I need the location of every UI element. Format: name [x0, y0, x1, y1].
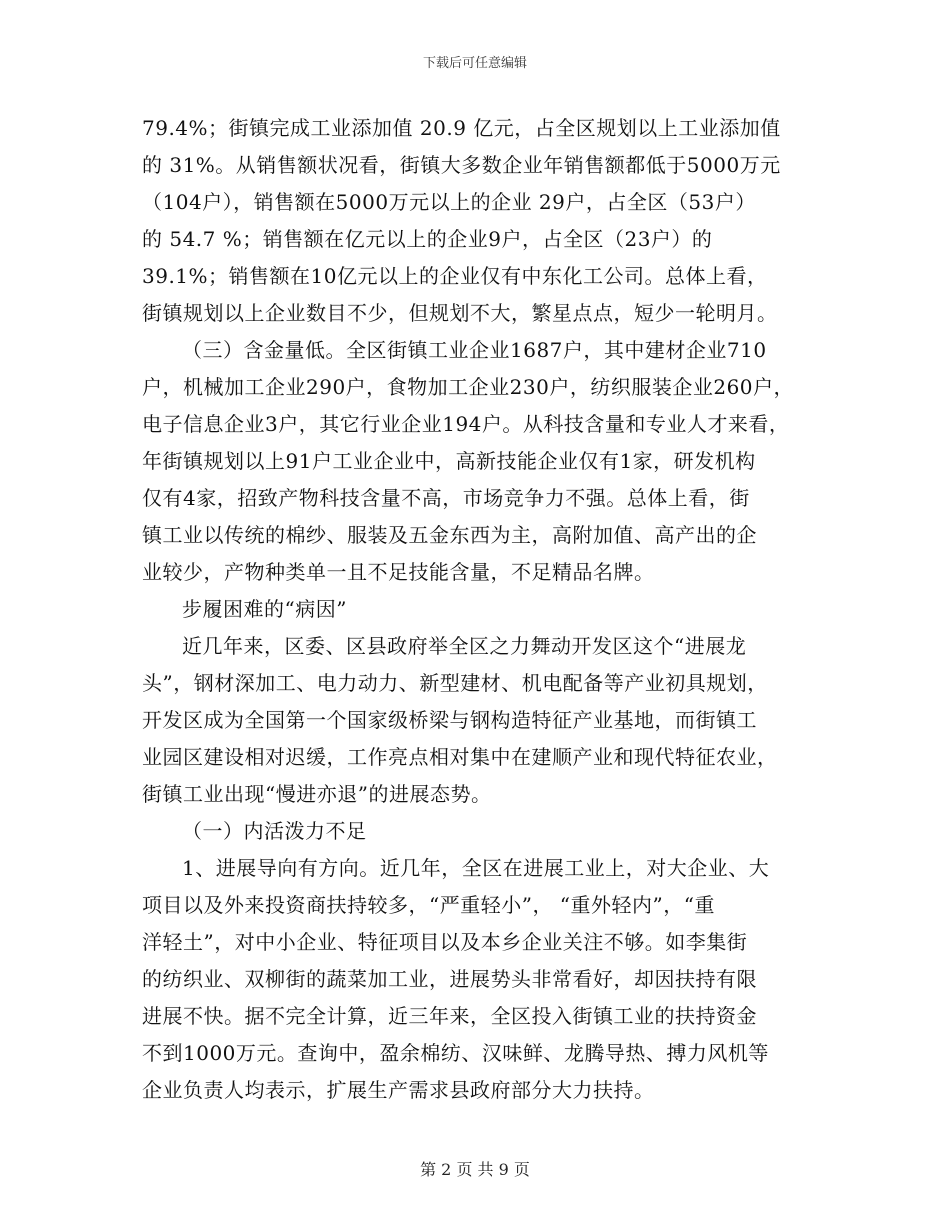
text-line: 头”，钢材深加工、电力动力、新型建材、机电配备等产业初具规划， [142, 671, 768, 695]
text-line: 业园区建设相对迟缓，工作亮点相对集中在建顺产业和现代特征农业， [142, 745, 778, 769]
text-line: 业较少，产物种类单一且不足技能含量，不足精品名牌。 [142, 560, 655, 584]
text-line: 步履困难的“病因” [182, 597, 347, 621]
text-line: 1、进展导向有方向。近几年，全区在进展工业上，对大企业、大 [182, 856, 770, 880]
text-line: 开发区成为全国第一个国家级桥梁与钢构造特征产业基地，而街镇工 [142, 708, 757, 732]
text-line: 不到1000万元。查询中，盈余棉纺、汉味鲜、龙腾导热、搏力风机等 [142, 1041, 769, 1065]
text-line: 户，机械加工企业290户，食物加工企业230户，纺织服装企业260户， [142, 375, 795, 399]
text-line: 进展不快。据不完全计算，近三年来，全区投入街镇工业的扶持资金 [142, 1004, 757, 1028]
page-footer: 第 2 页 共 9 页 [420, 1160, 530, 1179]
text-line: 的 54.7 %；销售额在亿元以上的企业9户，占全区（23户）的 [142, 227, 713, 251]
text-line: 年街镇规划以上91户工业企业中，高新技能企业仅有1家，研发机构 [142, 449, 756, 473]
text-line: 企业负责人均表示，扩展生产需求县政府部分大力扶持。 [142, 1078, 655, 1102]
document-body [142, 110, 842, 1109]
text-line: 仅有4家，招致产物科技含量不高，市场竞争力不强。总体上看，街 [142, 486, 750, 510]
text-line: （一）内活泼力不足 [182, 819, 367, 843]
text-line: 街镇规划以上企业数目不少，但规划不大，繁星点点，短少一轮明月。 [142, 301, 778, 325]
text-line: 洋轻土”，对中小企业、特征项目以及本乡企业关注不够。如李集街 [142, 930, 748, 954]
text-line: 项目以及外来投资商扶持较多，“严重轻小”， “重外轻内”，“重 [142, 893, 715, 917]
text-line: 的 31%。从销售额状况看，街镇大多数企业年销售额都低于5000万元 [142, 153, 781, 177]
text-line: 镇工业以传统的棉纱、服装及五金东西为主，高附加值、高产出的企 [142, 523, 757, 547]
page-header: 下载后可任意编辑 [422, 56, 527, 71]
text-line: 的纺织业、双柳街的蔬菜加工业，进展势头非常看好，却因扶持有限 [142, 967, 757, 991]
text-line: 39.1%；销售额在10亿元以上的企业仅有中东化工公司。总体上看， [142, 264, 768, 288]
text-line: （三）含金量低。全区街镇工业企业1687户，其中建材企业710 [182, 338, 767, 362]
text-line: （104户），销售额在5000万元以上的企业 29户，占全区（53户） [142, 190, 756, 214]
text-line: 近几年来，区委、区县政府举全区之力舞动开发区这个“进展龙 [182, 634, 747, 658]
text-line: 电子信息企业3户，其它行业企业194户。从科技含量和专业人才来看， [142, 412, 790, 436]
text-line: 街镇工业出现“慢进亦退”的进展态势。 [142, 782, 492, 806]
text-line: 79.4%；街镇完成工业添加值 20.9 亿元，占全区规划以上工业添加值 [142, 116, 781, 140]
